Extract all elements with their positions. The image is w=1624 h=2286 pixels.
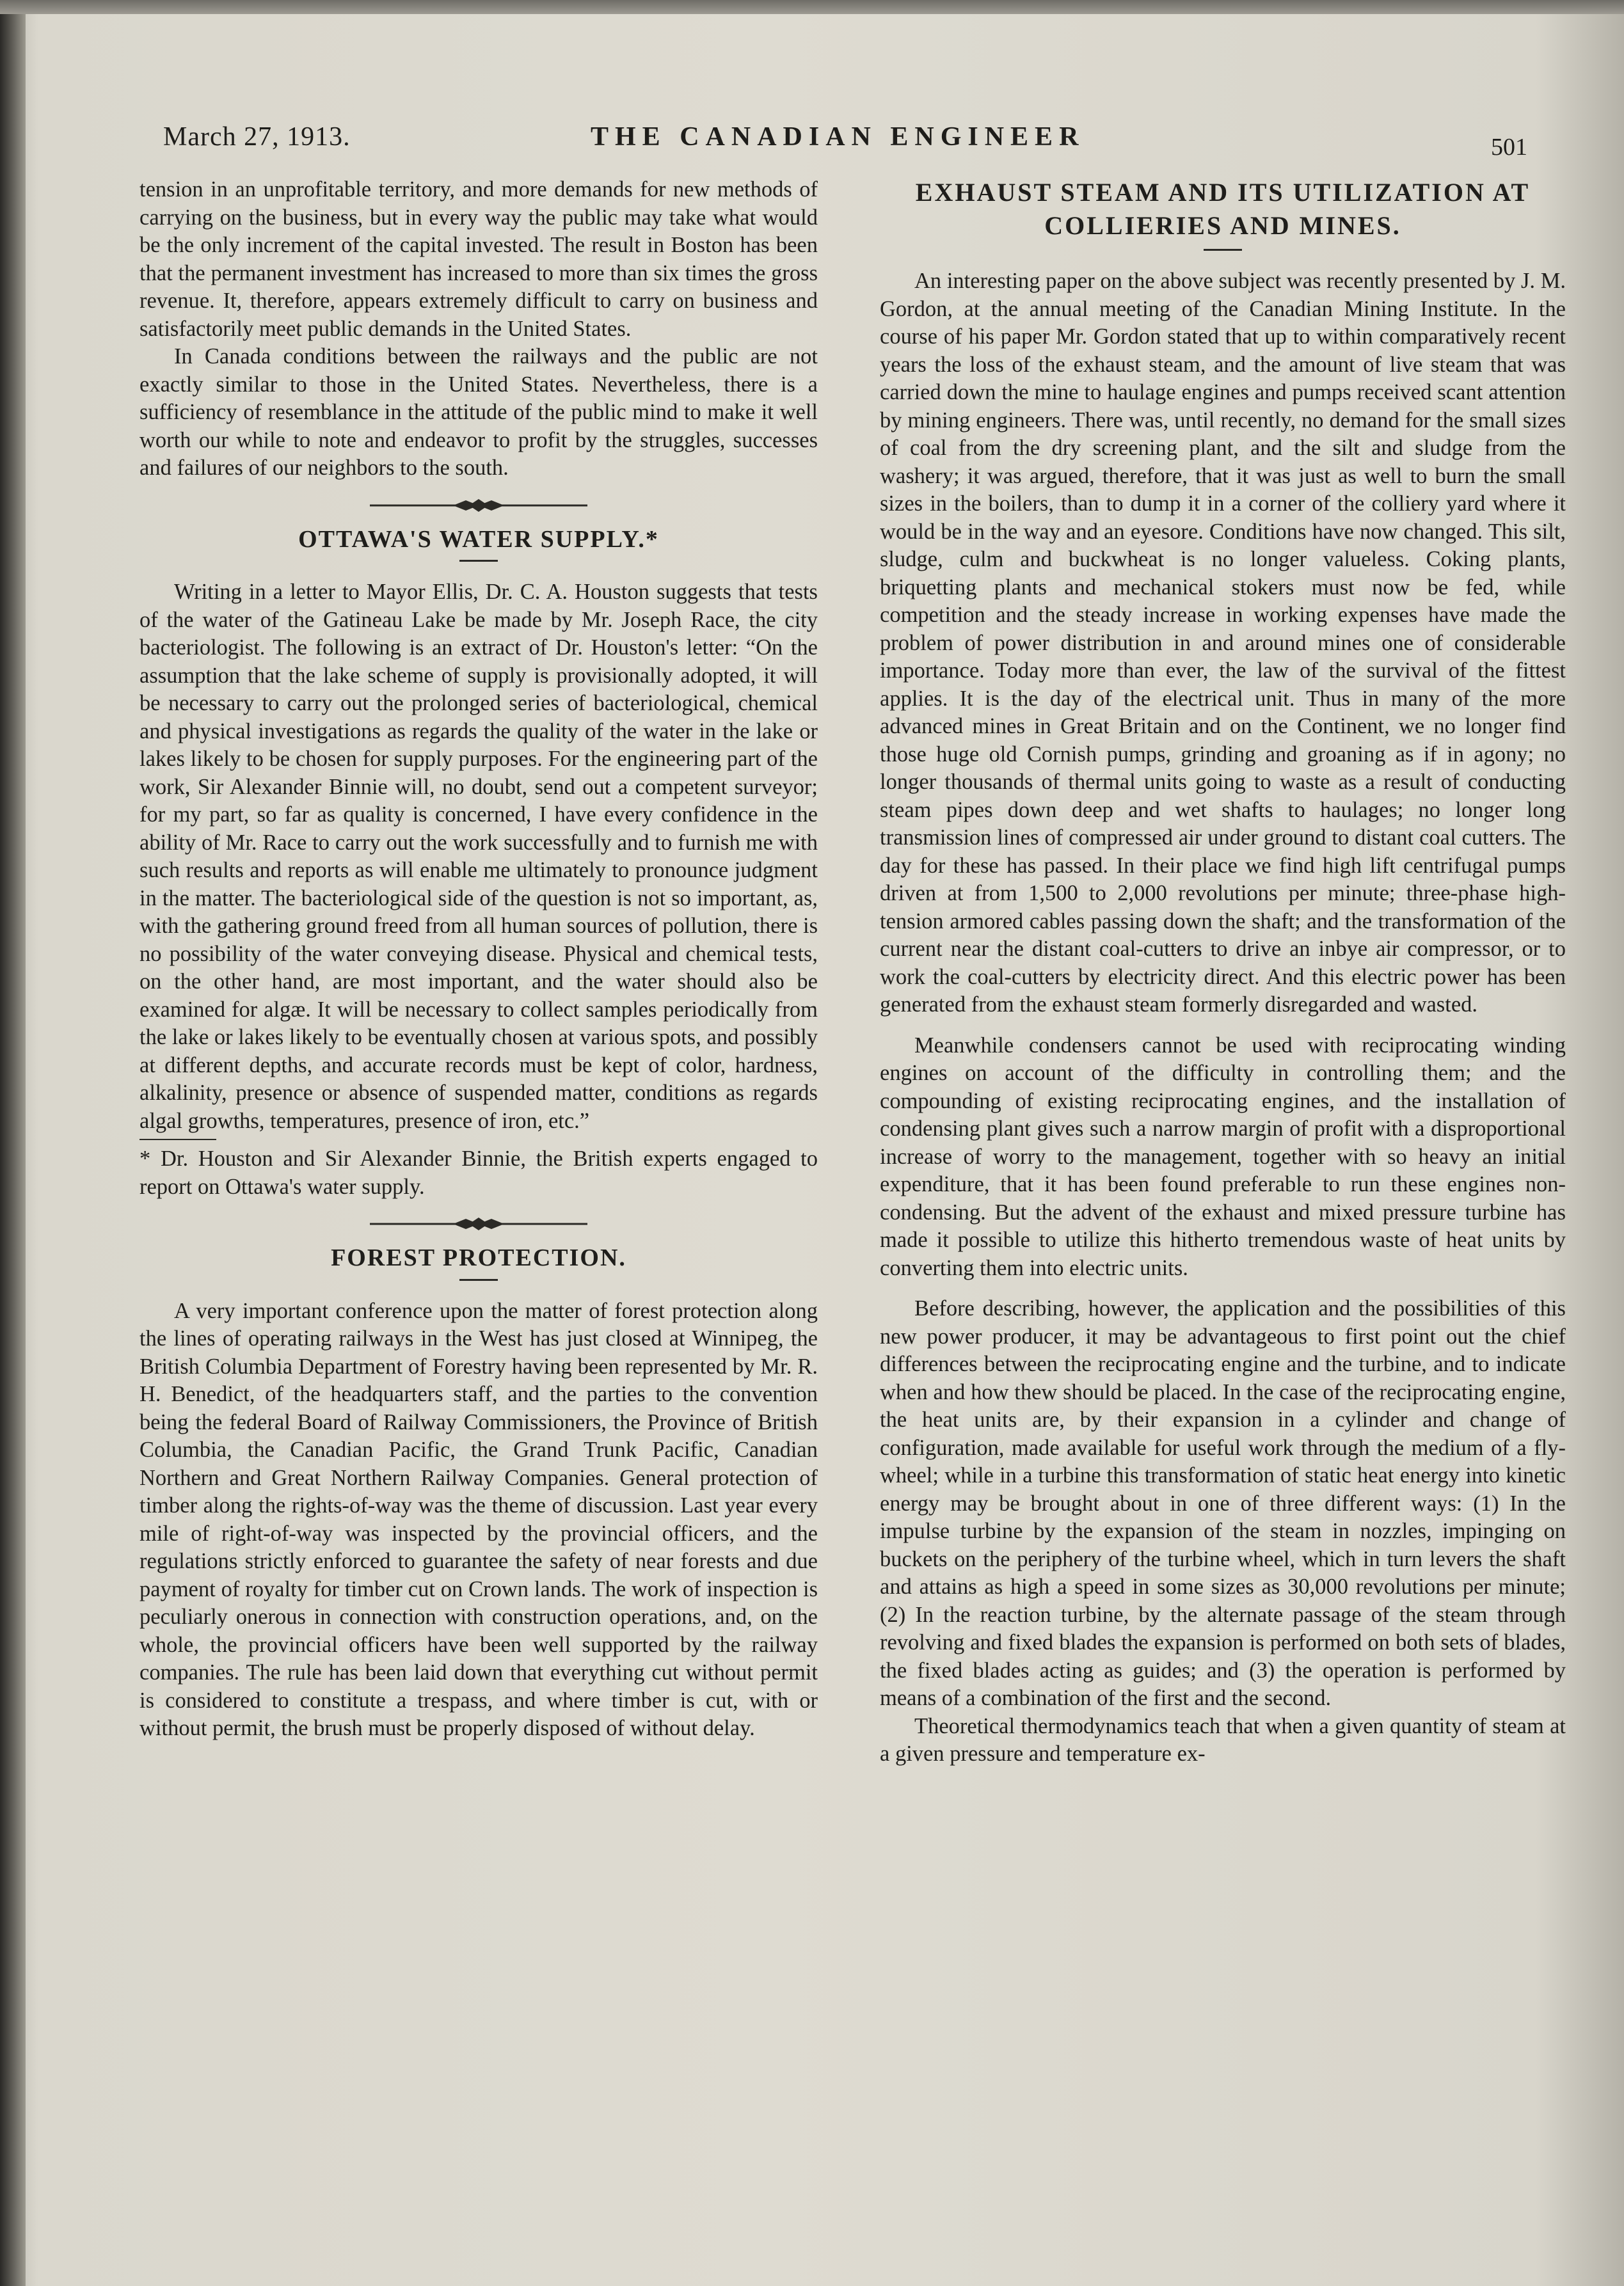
left-column [139, 176, 818, 1743]
footnote-rule [139, 1139, 216, 1140]
article-title: EXHAUST STEAM AND ITS UTILIZATION AT COLLIERIES AND MINES. [915, 178, 1531, 240]
article-paragraph: Meanwhile condensers cannot be used with reciprocating winding engines on account of the difficulty in controlling them; and the compounding of existing reciprocating engines, and the installation of condensing plant gives such a narrow margin of profit with a disproportional increase of worry to the management, together with so heavy an initial expenditure, that it has been found preferable to run these engines non-condensing. But the advent of the exhaust and mixed pressure turbine has made it possible to utilize this hitherto tremendous waste of heat units by converting them into electric units. [880, 1033, 1566, 1280]
article-title: OTTAWA'S WATER SUPPLY.* [298, 525, 659, 553]
footnote: * Dr. Houston and Sir Alexander Binnie, the British experts engaged to report on Ottawa's water supply. [139, 1147, 818, 1199]
article-paragraph: Before describing, however, the application and the possibilities of this new power producer, it may be advantageous to first point out the chief differences between the reciprocating engine and the turbine, and to indicate when and how thew should be placed. In the case of the reciprocating engine, the heat units are, by their expansion in a cylinder and change of configuration, made available for useful work through the medium of a fly-wheel; while in a turbine this transformation of static heat energy into kinetic energy may be brought about in one of three different ways: (1) In the impulse turbine by the expansion of the steam in nozzles, impinging on buckets on the periphery of the turbine wheel, which in turn levers the shaft and attains as high a speed in some sizes as 30,000 revolutions per minute; (2) In the reaction turbine, by the alternate passage of the steam through revolving and fixed blades the expansion is performed on both sets of blades, the fixed blades acting as guides; and (3) the operation is performed by means of a combination of the first and the second. [880, 1296, 1566, 1710]
page-top-edge [0, 0, 1624, 14]
title-rule [1204, 249, 1242, 251]
article-title: FOREST PROTECTION. [331, 1244, 626, 1271]
right-column [880, 176, 1566, 1768]
article-paragraph: Theoretical thermodynamics teach that when a given quantity of steam at a given pressure and temperature ex- [880, 1713, 1566, 1766]
section-divider-ornament [370, 1215, 587, 1233]
issue-date: March 27, 1913. [163, 122, 351, 152]
publication-title: THE CANADIAN ENGINEER [591, 122, 1085, 152]
continued-paragraph: In Canada conditions between the railways and the public are not exactly similar to those in the United States. Nevertheless, there is a sufficiency of resemblance in the attitude of the public mind to make it well worth our while to note and endeavor to profit by the struggles, successes and failures of our neighbors to the south. [139, 344, 818, 480]
running-header [163, 122, 1571, 166]
continued-paragraph: tension in an unprofitable territory, and more demands for new methods of carrying on the business, but in every way the public may take what would be the only increment of the capital invested. The result in Boston has been that the permanent investment has increased to more than six times the gross revenue. It, therefore, appears extremely difficult to carry on business and satisfactorily meet public demands in the United States. [139, 177, 818, 341]
title-rule [459, 560, 498, 562]
article-paragraph: An interesting paper on the above subject was recently presented by J. M. Gordon, at the annual meeting of the Canadian Mining Institute. In the course of his paper Mr. Gordon stated that up to within comparatively recent years the loss of the exhaust steam, and the amount of live steam that was carried down the mine to haulage engines and pumps received scant attention by mining engineers. There was, until recently, no demand for the small sizes of coal from the dry screening plant, and the silt and sludge from the washery; it was argued, therefore, that it was just as well to burn the small sizes in the boilers, than to dump it in a corner of the colliery yard where it would be in the way and an eyesore. Conditions have now changed. This silt, sludge, culm and buckwheat is no longer valueless. Coking plants, briquetting plants and mechanical stokers must now be fed, while competition and the steady increase in working expenses have made the problem of power distribution in and around mines one of considerable importance. Today more than ever, the law of the survival of the fittest applies. It is the day of the electrical unit. Thus in many of the more advanced mines in Great Britain and on the Continent, we no longer find those huge old Cornish pumps, grinding and groaning as if in agony; no longer thousands of thermal units going to waste as a result of conducting steam pipes down deep and wet shafts to haulages; no longer long transmission lines of compressed air under ground to distant coal cutters. The day for these has passed. In their place we find high lift centrifugal pumps driven at from 1,500 to 2,000 revolutions per minute; three-phase high-tension armored cables passing down the shaft; and the transformation of the current near the distant coal-cutters to drive an inbye air compressor, or to work the coal-cutters by electricity direct. And this electric power has been generated from the exhaust steam formerly disregarded and wasted. [880, 269, 1566, 1017]
article-body: Writing in a letter to Mayor Ellis, Dr. C. A. Houston suggests that tests of the water of the Gatineau Lake be made by Mr. Joseph Race, the city bacteriologist. The following is an extract of Dr. Houston's letter: “On the assumption that the lake scheme of supply is provisionally adopted, it will be necessary to carry out the prolonged series of bacteriological, chemical and physical investigations as regards the quality of the water in the lake or lakes likely to be chosen for supply purposes. For the engineering part of the work, Sir Alexander Binnie will, no doubt, send out a competent surveyor; for my part, so far as quality is concerned, I have every confidence in the ability of Mr. Race to carry out the work successfully and to furnish me with such results and reports as will enable me ultimately to pronounce judgment in the matter. The bacteriological side of the question is not so important, as, with the gathering ground freed from all human sources of pollution, there is no possibility of the water conveying disease. Physical and chemical tests, on the other hand, are most important, and the water should also be examined for algæ. It will be necessary to collect samples periodically from the lake or lakes likely to be eventually chosen at various spots, and possibly at different depths, and accurate records must be kept of color, hardness, alkalinity, presence or absence of suspended matter, conditions as regards algal growths, temperatures, presence of iron, etc.” [139, 580, 818, 1133]
book-spine-shadow [0, 14, 26, 2286]
title-rule [459, 1279, 498, 1281]
article-body: A very important conference upon the matter of forest protection along the lines of operating railways in the West has just closed at Winnipeg, the British Columbia Department of Forestry having been represented by Mr. R. H. Benedict, of the headquarters staff, and the parties to the convention being the federal Board of Railway Commissioners, the Province of British Columbia, the Canadian Pacific, the Grand Trunk Pacific, Canadian Northern and Great Northern Railway Companies. General protection of timber along the rights-of-way was the theme of discussion. Last year every mile of right-of-way was inspected by the provincial officers, and the regulations strictly enforced to guarantee the safety of near forests and due payment of royalty for timber cut on Crown lands. The work of inspection is peculiarly onerous in connection with construction operations, and, on the whole, the provincial officers have been well supported by the railway companies. The rule has been laid down that everything cut without permit is considered to constitute a trespass, and where timber is cut, with or without permit, the brush must be properly disposed of without delay. [139, 1298, 818, 1740]
section-divider-ornament [370, 496, 587, 514]
page-number: 501 [1491, 134, 1527, 161]
